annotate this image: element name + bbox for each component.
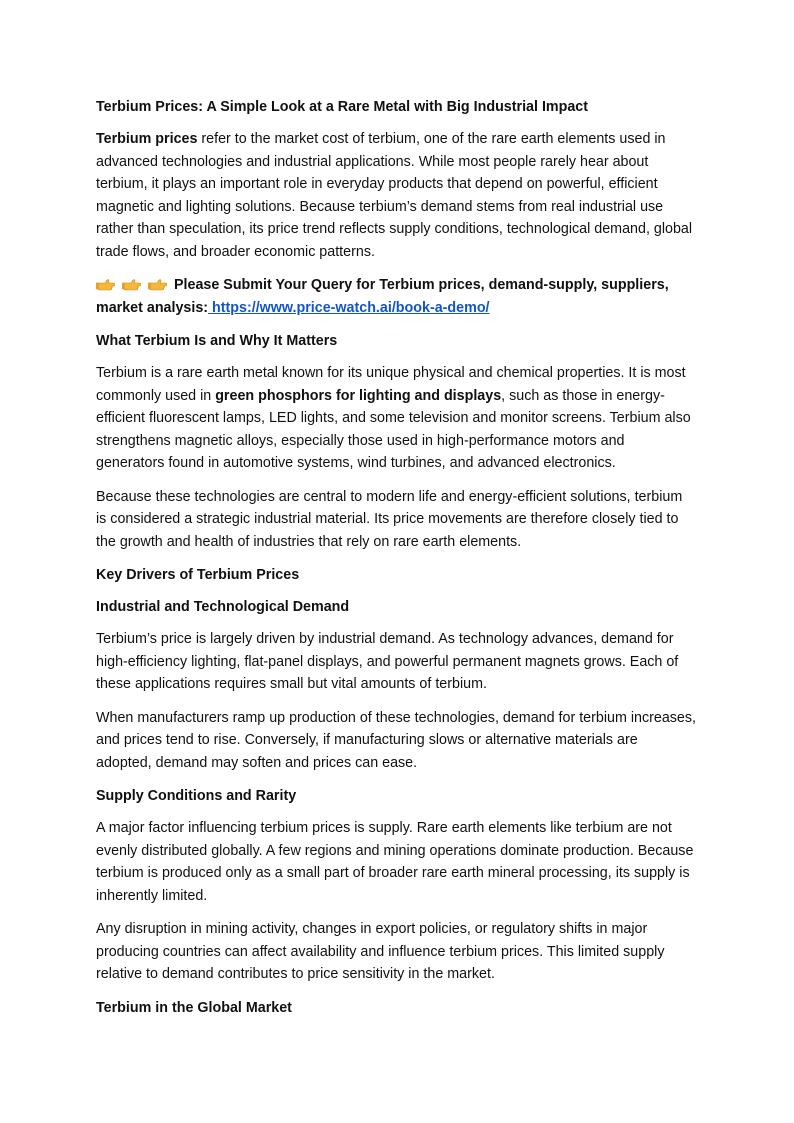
cta-text: Please Submit Your Query for Terbium prices, demand-supply, suppliers, market analysis:	[96, 277, 669, 316]
intro-lead-bold: Terbium prices	[96, 131, 198, 147]
section1-paragraph-2: Because these technologies are central to modern life and energy-efficient solutions, terbium is considered a strategic industrial material. Its price movements are therefore closely tied to the growth and health of industries that rely on rare earth elements.	[96, 488, 683, 550]
supply-paragraph-2: Any disruption in mining activity, changes in export policies, or regulatory shifts in major producing countries can affect availability and influence terbium prices. This limited supply relative to demand contributes to price sensitivity in the market.	[96, 921, 665, 982]
pointing-hand-icon	[96, 277, 115, 291]
section1-p1-text-after: , such as those in energy-efficient fluorescent lamps, LED lights, and some television and monitor screens. Terbium also strengthens magnetic alloys, especially those used in high-performance motors and generators found in automotive systems, wind turbines, and advanced electronics.	[96, 387, 691, 471]
section-heading-global-market: Terbium in the Global Market	[96, 999, 292, 1016]
subsection-heading-demand: Industrial and Technological Demand	[96, 599, 350, 615]
section1-paragraph-1	[96, 362, 696, 475]
demand-paragraph-2: When manufacturers ramp up production of these technologies, demand for terbium increases, and prices tend to rise. Conversely, if manufacturing slows or alternative materials are adopted, demand may soften and prices can ease.	[96, 709, 696, 771]
book-demo-link[interactable]: https://www.price-watch.ai/book-a-demo/	[208, 299, 490, 316]
supply-paragraph-1: A major factor influencing terbium prices is supply. Rare earth elements like terbium are not evenly distributed globally. A few regions and mining operations dominate production. Because terbium is produced only as a small part of broader rare earth mineral processing, its supply is inherently limited.	[96, 820, 694, 904]
intro-paragraph	[96, 128, 696, 263]
section-heading-key-drivers: Key Drivers of Terbium Prices	[96, 567, 300, 583]
cta-paragraph	[96, 274, 696, 319]
section1-p1-bold: green phosphors for lighting and displays	[215, 387, 502, 404]
intro-text: refer to the market cost of terbium, one of the rare earth elements used in advanced technologies and industrial applications. While most people rarely hear about terbium, it plays an important role in everyday products that depend on powerful, efficient magnetic and lighting solutions. Because terbium’s demand stems from real industrial use rather than speculation, its price trend reflects supply conditions, technological demand, global trade flows, and broader economic patterns.	[96, 131, 693, 260]
document-page	[96, 96, 696, 1029]
section-heading-what-terbium: What Terbium Is and Why It Matters	[96, 333, 338, 349]
section1-p1-text-before: Terbium is a rare earth metal known for its unique physical and chemical properties. It is most commonly used in	[96, 365, 686, 404]
document-title: Terbium Prices: A Simple Look at a Rare Metal with Big Industrial Impact	[96, 99, 589, 115]
pointing-hand-icon	[122, 277, 141, 291]
demand-paragraph-1: Terbium’s price is largely driven by industrial demand. As technology advances, demand for high-efficiency lighting, flat-panel displays, and powerful permanent magnets grows. Each of these applications requires small but vital amounts of terbium.	[96, 631, 679, 692]
pointing-hand-icon	[148, 277, 167, 291]
subsection-heading-supply: Supply Conditions and Rarity	[96, 788, 297, 804]
